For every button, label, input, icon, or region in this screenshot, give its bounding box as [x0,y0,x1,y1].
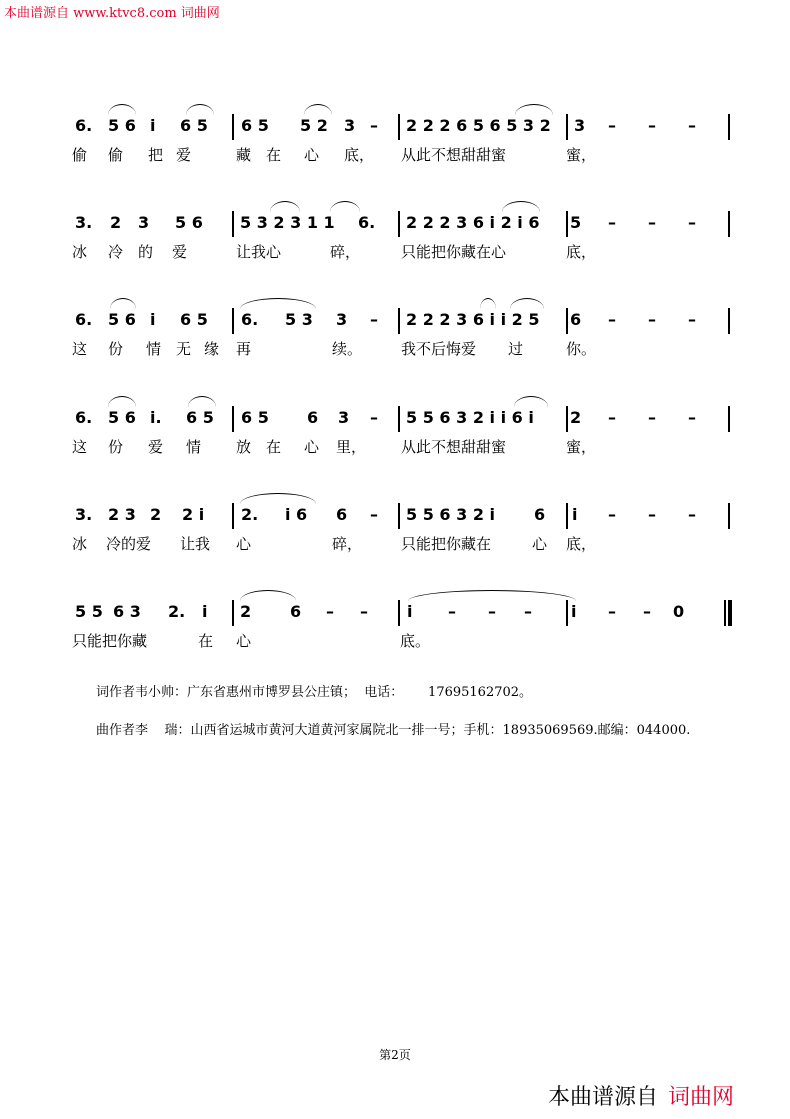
barline [398,114,400,140]
note-group: 5 [570,213,582,232]
note-group: 6 3 [113,602,141,621]
note-group: 5 6 [108,116,136,135]
note-group: – [524,602,532,621]
note-group: i [202,602,208,621]
note-group: 6 [570,310,582,329]
lyric-syllable: 放 [236,438,252,456]
barline [728,308,730,334]
watermark-top: 本曲谱源自 www.ktvc8.com 词曲网 [4,6,220,21]
notation-line [0,501,790,531]
lyric-syllable: 蜜， [566,438,597,456]
lyric-syllable: 偷 [72,146,88,164]
lyric-syllable: 碎， [332,535,363,553]
lyrics-line [0,436,790,466]
slur-mark [480,298,496,309]
note-group: – [370,310,378,329]
note-group: 5 3 [285,310,313,329]
note-group: 2 [240,602,252,621]
notation-line [0,404,790,434]
lyric-syllable: 底， [566,243,597,261]
note-group: – [488,602,496,621]
lyric-syllable: 情 [146,340,162,358]
lyric-syllable: 情 [186,438,202,456]
lyric-syllable: 心 [236,632,252,650]
slur-mark [502,201,540,212]
lyric-syllable: 只能把你藏 [72,632,148,650]
notation-line [0,598,790,628]
note-group: 5 2 [300,116,328,135]
barline [398,600,400,626]
note-group: – [648,310,656,329]
note-group: 0 [673,602,685,621]
note-group: 6 [534,505,546,524]
note-group: – [688,310,696,329]
score-row-3 [0,306,790,386]
barline [728,406,730,432]
note-group: – [648,408,656,427]
note-group: 2. [168,602,186,621]
note-group: 2 2 2 6 5 6 5 3 2 [406,116,551,135]
note-group: i 6 [285,505,308,524]
note-group: 6 [336,505,348,524]
lyric-syllable: 再 [236,340,252,358]
note-group: 3 [336,310,348,329]
final-barline-thick [728,600,732,626]
note-group: 6. [358,213,376,232]
lyrics-line [0,241,790,271]
page-number: 第2页 [379,1048,411,1062]
lyric-syllable: 让我心 [236,243,282,261]
lyric-syllable: 里， [336,438,367,456]
note-group: 2 i [182,505,205,524]
lyric-syllable: 过 [508,340,524,358]
lyric-syllable: 在 [266,146,282,164]
lyric-syllable: 底， [566,535,597,553]
note-group: 5 5 6 3 2 i [406,505,495,524]
score-row-4 [0,404,790,484]
barline [566,114,568,140]
note-group: – [648,116,656,135]
lyric-syllable: 底。 [400,632,431,650]
note-group: – [608,213,616,232]
note-group: 5 6 [175,213,203,232]
slur-mark [270,201,300,212]
lyric-syllable: 的 [138,243,154,261]
barline [232,503,234,529]
lyric-syllable: 我不后悔爱 [401,340,477,358]
score-row-1 [0,112,790,192]
barline [232,600,234,626]
barline [728,503,730,529]
watermark-bottom [548,1080,734,1111]
note-group: 6. [75,116,93,135]
final-barline-thin [724,600,726,626]
notation-line [0,112,790,142]
slur-mark [240,590,296,601]
slur-mark [510,298,544,309]
lyric-syllable: 底， [344,146,375,164]
note-group: – [608,408,616,427]
note-group: 2 2 2 3 6 i i 2 5 [406,310,540,329]
note-group: 3 [338,408,350,427]
lyric-syllable: 让我 [180,535,211,553]
lyric-syllable: 你。 [566,340,597,358]
note-group: 2 3 [108,505,136,524]
note-group: 6 5 [241,116,269,135]
note-group: 6 [290,602,302,621]
note-group: 6 5 [186,408,214,427]
note-group: 2 [150,505,162,524]
lyrics-line [0,533,790,563]
note-group: 5 6 [108,310,136,329]
note-group: 6 5 [180,116,208,135]
lyric-syllable: 蜜， [566,146,597,164]
note-group: 6 5 [180,310,208,329]
note-group: 2 2 2 3 6 i 2 i 6 [406,213,540,232]
note-group: – [648,505,656,524]
barline [232,114,234,140]
barline [566,406,568,432]
note-group: i. [150,408,162,427]
note-group: – [370,408,378,427]
note-group: 5 3 2 3 1 1 [240,213,335,232]
lyricist-credit: 词作者韦小帅：广东省惠州市博罗县公庄镇； 电话： 17695162702。 [96,685,533,700]
lyric-syllable: 份 [108,340,124,358]
notation-line [0,306,790,336]
note-group: 6. [75,408,93,427]
lyric-syllable: 在 [266,438,282,456]
lyric-syllable: 在 [198,632,214,650]
note-group: – [688,408,696,427]
slur-mark [186,104,214,115]
lyric-syllable: 心 [304,146,320,164]
lyrics-line [0,144,790,174]
slur-mark [330,201,360,212]
slur-mark [304,104,332,115]
barline [398,503,400,529]
lyric-syllable: 无 [176,340,192,358]
note-group: 3 [344,116,356,135]
score-row-6 [0,598,790,678]
score-row-2 [0,209,790,289]
note-group: i [571,602,577,621]
note-group: 2. [241,505,259,524]
lyric-syllable: 爱 [148,438,164,456]
barline [232,211,234,237]
lyric-syllable: 把 [148,146,164,164]
barline [398,308,400,334]
lyric-syllable: 碎， [330,243,361,261]
barline [232,308,234,334]
note-group: 3 [138,213,150,232]
slur-mark [515,104,553,115]
lyric-syllable: 冷 [108,243,124,261]
lyric-syllable: 藏 [236,146,252,164]
lyric-syllable: 爱 [172,243,188,261]
note-group: 3. [75,213,93,232]
barline [566,211,568,237]
lyric-syllable: 从此不想甜甜蜜 [401,438,507,456]
note-group: – [688,116,696,135]
note-group: – [370,505,378,524]
slur-mark [188,396,216,407]
lyric-syllable: 心 [532,535,548,553]
note-group: – [360,602,368,621]
lyric-syllable: 冰 [72,535,88,553]
slur-mark [108,396,136,407]
lyric-syllable: 只能把你藏在心 [401,243,507,261]
lyrics-line [0,338,790,368]
note-group: 3 [574,116,586,135]
note-group: i [407,602,413,621]
lyric-syllable: 冷的爱 [106,535,152,553]
lyric-syllable: 缘 [204,340,220,358]
barline [566,600,568,626]
lyrics-line [0,630,790,660]
slur-mark [240,298,316,309]
note-group: i [150,310,156,329]
barline [398,406,400,432]
lyric-syllable: 这 [72,438,88,456]
composer-credit: 曲作者李 瑞：山西省运城市黄河大道黄河家属院北一排一号；手机：18935069569.邮编：044000. [96,723,691,738]
notation-line [0,209,790,239]
score-row-5 [0,501,790,581]
slur-mark [108,104,136,115]
note-group: – [688,213,696,232]
slur-mark [514,396,548,407]
watermark-bottom-left: 本曲谱源自 [548,1085,659,1110]
note-group: i [572,505,578,524]
note-group: – [688,505,696,524]
note-group: 5 6 [108,408,136,427]
barline [566,503,568,529]
lyric-syllable: 心 [236,535,252,553]
barline [728,114,730,140]
slur-mark [110,298,136,309]
note-group: 5 5 [75,602,103,621]
note-group: 2 [110,213,122,232]
barline [728,211,730,237]
note-group: – [608,116,616,135]
note-group: 6. [241,310,259,329]
lyric-syllable: 冰 [72,243,88,261]
barline [232,406,234,432]
barline [566,308,568,334]
note-group: 6 5 [241,408,269,427]
note-group: 3. [75,505,93,524]
lyric-syllable: 爱 [176,146,192,164]
note-group: – [608,602,616,621]
note-group: – [326,602,334,621]
note-group: – [643,602,651,621]
watermark-bottom-right: 词曲网 [668,1085,735,1110]
note-group: – [648,213,656,232]
lyric-syllable: 偷 [108,146,124,164]
note-group: i [150,116,156,135]
note-group: – [448,602,456,621]
note-group: – [608,310,616,329]
slur-mark [240,493,316,504]
lyric-syllable: 从此不想甜甜蜜 [401,146,507,164]
lyric-syllable: 只能把你藏在 [401,535,492,553]
lyric-syllable: 份 [108,438,124,456]
note-group: 2 [570,408,582,427]
note-group: – [370,116,378,135]
lyric-syllable: 心 [304,438,320,456]
lyric-syllable: 续。 [332,340,363,358]
barline [398,211,400,237]
note-group: 6. [75,310,93,329]
lyric-syllable: 这 [72,340,88,358]
note-group: 5 5 6 3 2 i i 6 i [406,408,534,427]
slur-mark [408,590,576,601]
note-group: – [608,505,616,524]
note-group: 6 [307,408,319,427]
